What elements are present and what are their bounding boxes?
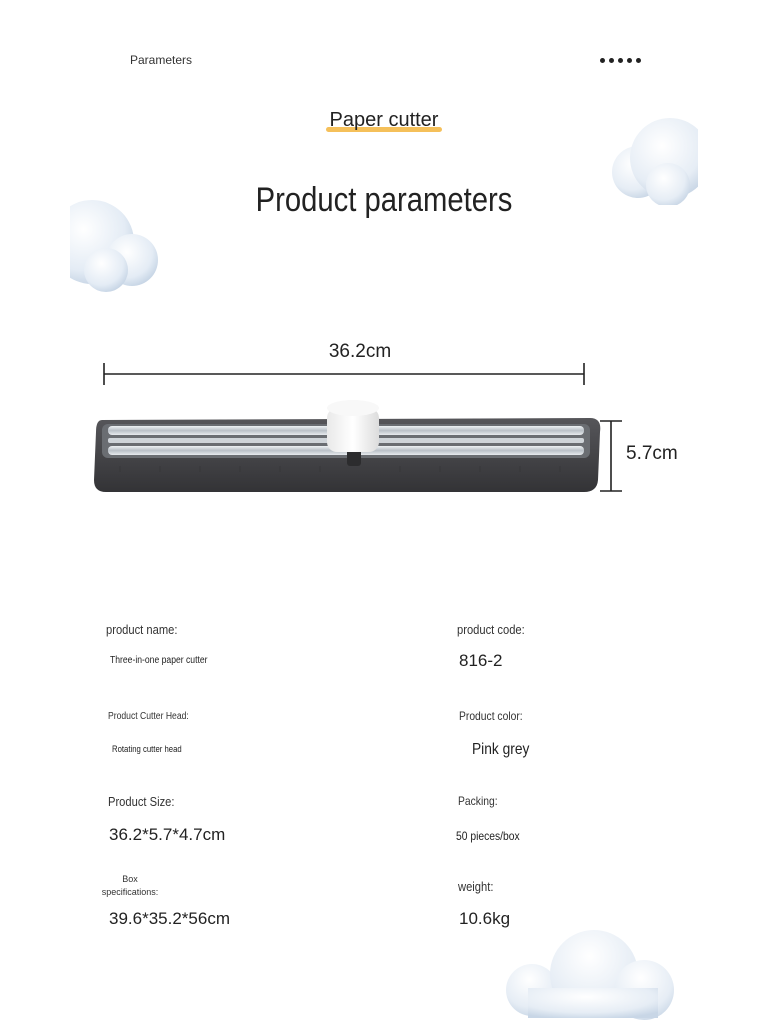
more-dots-icon[interactable] — [600, 58, 641, 63]
width-dimension-line — [100, 360, 590, 388]
header-title: Parameters — [130, 53, 193, 67]
subtitle — [328, 109, 441, 132]
box-spec-label — [100, 873, 160, 899]
product-size-value: 36.2*5.7*4.7cm — [109, 825, 226, 844]
packing-value: 50 pieces/box — [456, 829, 520, 843]
subtitle-container — [0, 109, 768, 132]
product-code-label: product code: — [457, 622, 525, 637]
width-dimension-label: 36.2cm — [328, 341, 392, 362]
product-name-value: Three-in-one paper cutter — [110, 655, 208, 666]
height-dimension-label: 5.7cm — [626, 443, 678, 464]
page-title: Product parameters — [255, 181, 513, 219]
product-color-label: Product color: — [459, 709, 523, 723]
cutter-head-label: Product Cutter Head: — [108, 711, 189, 722]
weight-label: weight: — [458, 879, 494, 894]
product-color-value: Pink grey — [472, 741, 530, 758]
box-spec-label-line1: Box — [122, 874, 138, 884]
product-name-label: product name: — [106, 622, 178, 637]
subtitle-text: Paper cutter — [329, 109, 439, 131]
cutter-head-value: Rotating cutter head — [112, 744, 182, 754]
box-spec-value: 39.6*35.2*56cm — [109, 909, 230, 928]
packing-label: Packing: — [458, 794, 498, 808]
cloud-bottom — [498, 928, 680, 1020]
weight-value: 10.6kg — [459, 909, 511, 928]
product-code-value: 816-2 — [459, 651, 503, 670]
product-size-label: Product Size: — [108, 794, 175, 809]
box-spec-label-line2: specifications: — [101, 887, 159, 897]
paper-cutter-image — [90, 398, 602, 496]
